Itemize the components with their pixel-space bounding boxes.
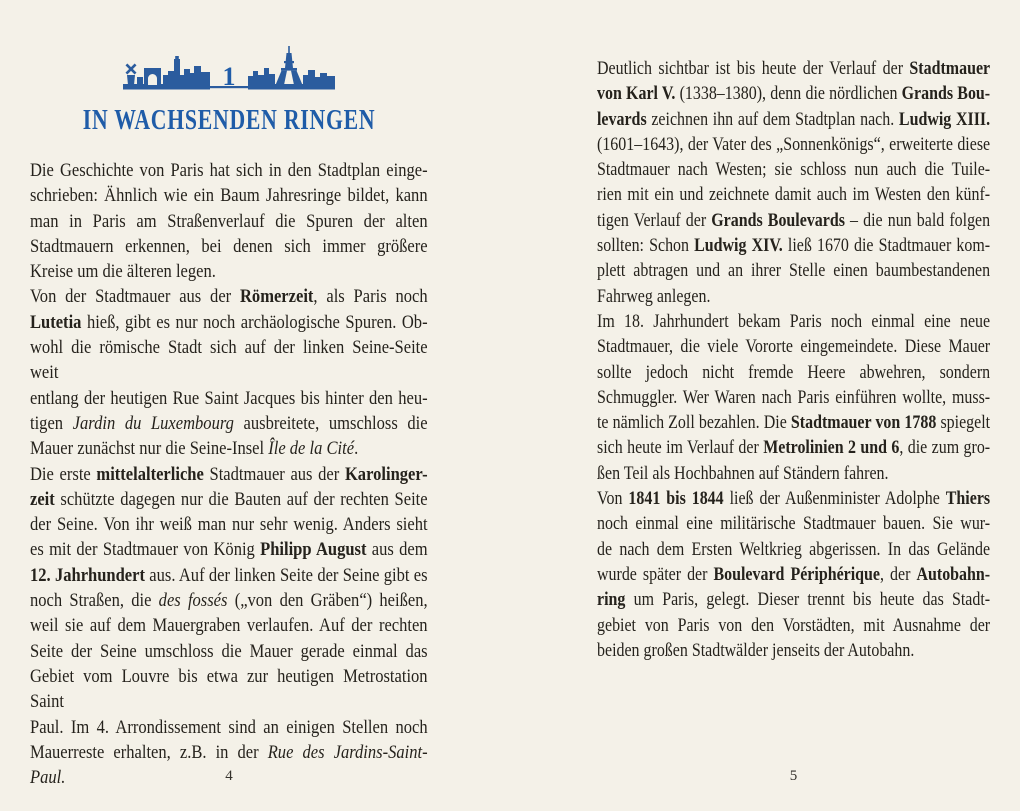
text: es mit der Stadtmauer von König xyxy=(30,539,261,561)
text-line xyxy=(30,209,428,234)
text: Seite der Seine umschloss die Mauer gerade einmal das xyxy=(30,640,428,662)
text: (1338–1380), denn die nördlichen xyxy=(675,83,902,105)
text: Die erste xyxy=(30,463,97,485)
italic-text: Paul. xyxy=(30,767,66,789)
italic-text: Jardin du Luxembourg xyxy=(72,412,234,434)
paris-skyline-icon xyxy=(123,44,335,90)
text: Gebiet vom Louvre bis etwa zur heutigen Metrostation Saint xyxy=(30,665,428,713)
bold-text: Stadtmauer von 1788 xyxy=(790,412,937,434)
text-line xyxy=(597,562,990,587)
text: sich heute im Verlauf der xyxy=(597,437,764,459)
text-line xyxy=(597,107,990,132)
text: zeichnen ihn auf dem Stadtplan nach. xyxy=(646,108,899,130)
text: gebiet von Paris von den Vorstädten, mit Ausnahme der xyxy=(597,614,991,636)
text-line xyxy=(30,411,428,436)
text: Von xyxy=(597,488,629,510)
text: plett abtragen und an ihrer Stelle einen baumbestandenen xyxy=(597,260,991,282)
text: rien mit ein und zeichnete damit auch im Westen den künf- xyxy=(597,184,991,206)
text: Stadtmauer, die viele Vororte eingemeindete. Diese Mauer xyxy=(597,336,991,358)
text-line xyxy=(597,461,990,486)
page-right-text xyxy=(597,56,990,663)
text-line xyxy=(30,310,428,335)
italic-text: des fossés xyxy=(158,590,228,612)
text: Fahrweg anlegen. xyxy=(597,285,711,307)
text-line xyxy=(597,613,990,638)
text-line xyxy=(597,81,990,106)
text-line xyxy=(30,512,428,537)
text: wohl die römische Stadt sich auf der linken Seine-Seite weit xyxy=(30,337,428,384)
text-line xyxy=(30,740,428,765)
bold-text: Stadtmauer xyxy=(909,58,991,79)
italic-text: Rue des Jardins-Saint- xyxy=(267,741,428,763)
text-line xyxy=(30,462,428,487)
text-line xyxy=(30,436,428,461)
text-line xyxy=(597,334,990,359)
text-line xyxy=(30,259,428,284)
chapter-title-wrap xyxy=(30,106,428,135)
bold-text: Lutetia xyxy=(30,311,82,333)
text: Stadtmauer aus der xyxy=(203,463,345,485)
paragraph xyxy=(597,309,990,486)
text: , als Paris noch xyxy=(313,286,428,308)
text: schützte dagegen nur die Bauten auf der rechten Seite xyxy=(54,488,428,510)
text-line xyxy=(597,233,990,258)
text-line xyxy=(597,132,990,157)
text: weil sie auf dem Mauergraben verlaufen. Auf der rechten xyxy=(30,615,428,637)
bold-text: Metrolinien 2 und 6 xyxy=(763,437,900,459)
arc-de-triomphe-icon xyxy=(144,68,161,85)
text: , die zum gro- xyxy=(899,437,991,459)
text: Mauerreste erhalten, z.B. in der xyxy=(30,741,268,763)
text-line xyxy=(597,360,990,385)
text: Im 18. Jahrhundert bekam Paris noch einmal eine neue xyxy=(597,310,991,332)
paragraph xyxy=(30,462,428,791)
text-line xyxy=(597,435,990,460)
bold-text: Ludwig XIV. xyxy=(694,235,783,257)
bold-text: Römerzeit xyxy=(239,286,314,308)
bold-text: Grands Bou- xyxy=(901,83,991,105)
text-line xyxy=(30,335,428,386)
paragraph xyxy=(597,486,990,663)
text-line xyxy=(30,487,428,512)
text: ßen Teil als Hochbahnen auf Ständern fahren. xyxy=(597,462,889,484)
bold-text: Thiers xyxy=(945,488,991,510)
text: – die nun bald folgen xyxy=(844,209,991,231)
bold-text: von Karl V. xyxy=(597,83,676,105)
text: hieß, gibt es nur noch archäologische Spuren. Ob- xyxy=(81,311,428,333)
text: ausbreitete, umschloss die xyxy=(233,412,428,434)
text: Von der Stadtmauer aus der xyxy=(30,286,240,308)
text: aus. Auf der linken Seite der Seine gibt es xyxy=(144,564,428,586)
text-line xyxy=(597,385,990,410)
text: tigen xyxy=(30,412,73,434)
bold-text: 1841 bis 1844 xyxy=(628,488,724,510)
bold-text: levards xyxy=(597,108,647,130)
text: Stadtmauer nach Westen; sie schloss nun auch die Tuile- xyxy=(597,159,991,181)
text-line xyxy=(30,234,428,259)
text: Die Geschichte von Paris hat sich in den Stadtplan einge- xyxy=(30,160,428,181)
text: aus dem xyxy=(366,539,428,561)
chapter-header xyxy=(30,42,428,158)
text: Schmuggler. Wer Waren nach Paris einführen wollte, muss- xyxy=(597,386,991,408)
bold-text: Grands Boulevards xyxy=(711,209,845,231)
bold-text: Ludwig XIII. xyxy=(898,108,991,130)
text-line xyxy=(30,284,428,309)
text-line xyxy=(30,715,428,740)
text: sollten: Schon xyxy=(597,235,695,257)
text-line xyxy=(30,613,428,638)
text: ließ 1670 die Stadtmauer kom- xyxy=(782,235,991,257)
bold-text: 12. Jahrhundert xyxy=(30,564,145,586)
text: der Seine. Von ihr weiß man nur sehr wenig. Anders sieht xyxy=(30,514,428,536)
text: Stadtmauern erkennen, bei denen sich immer größere xyxy=(30,235,428,257)
text-line xyxy=(30,563,428,588)
text: de nach dem Ersten Weltkrieg abgerissen. In das Gelände xyxy=(597,538,991,560)
bold-text: ring xyxy=(597,589,626,611)
text-line xyxy=(30,664,428,715)
text-line xyxy=(597,284,990,309)
text-line xyxy=(597,537,990,562)
page-right xyxy=(597,56,990,663)
chapter-number: 1 xyxy=(222,62,236,90)
text-line xyxy=(597,258,990,283)
text: tigen Verlauf der xyxy=(597,209,712,231)
text: Paul. Im 4. Arrondissement sind an einigen Stellen noch xyxy=(30,716,428,738)
eiffel-tower-icon xyxy=(276,46,303,85)
text-line xyxy=(30,537,428,562)
text-line xyxy=(30,386,428,411)
text: ließ der Außenminister Adolphe xyxy=(723,488,946,510)
text-line xyxy=(597,157,990,182)
italic-text: Île de la Cité xyxy=(268,438,355,460)
text: Mauer zunächst nur die Seine-Insel xyxy=(30,438,269,460)
page-number-left: 4 xyxy=(225,768,233,784)
text: („von den Gräben“) heißen, xyxy=(227,590,428,612)
text: sollte jedoch nicht fremde Heere abwehren, sondern xyxy=(597,361,991,383)
page-number-right: 5 xyxy=(789,768,798,784)
text-line xyxy=(597,410,990,435)
paragraph xyxy=(30,284,428,461)
text: um Paris, gelegt. Dieser trennt bis heute das Stadt- xyxy=(625,589,991,611)
bold-text: zeit xyxy=(30,488,55,510)
page-left xyxy=(30,42,428,790)
bold-text: Philipp August xyxy=(260,539,367,561)
text: noch Straßen, die xyxy=(30,590,159,612)
text-line xyxy=(597,638,990,663)
paragraph xyxy=(30,158,428,284)
text-line xyxy=(597,587,990,612)
text: Kreise um die älteren legen. xyxy=(30,261,216,283)
text-line xyxy=(597,486,990,511)
page-left-text xyxy=(30,158,428,790)
text: noch einmal eine militärische Stadtmauer bauen. Sie wur- xyxy=(597,513,991,535)
bold-text: Karolinger- xyxy=(344,463,428,485)
text-line xyxy=(597,309,990,334)
bold-text: Autobahn- xyxy=(916,563,991,585)
text-line xyxy=(30,639,428,664)
text: (1601–1643), der Vater des „Sonnenkönigs“, erweiterte diese xyxy=(597,133,991,155)
text: entlang der heutigen Rue Saint Jacques bis hinter den heu- xyxy=(30,387,428,409)
text-line xyxy=(597,182,990,207)
moulin-rouge-windmill-icon xyxy=(125,63,136,85)
chapter-title: IN WACHSENDEN RINGEN xyxy=(82,104,376,136)
text: man in Paris am Straßenverlauf die Spuren der alten xyxy=(30,210,428,232)
text-line xyxy=(30,588,428,613)
text: te nämlich Zoll bezahlen. Die xyxy=(597,412,791,434)
bold-text: Boulevard Périphérique xyxy=(713,563,881,585)
text-line xyxy=(30,158,428,183)
text-line xyxy=(30,183,428,208)
text: . xyxy=(354,438,359,460)
text: spiegelt xyxy=(936,412,991,434)
text-line xyxy=(597,511,990,536)
text: wurde später der xyxy=(597,563,714,585)
text: , der xyxy=(880,563,917,585)
text-line xyxy=(597,56,990,81)
text-line xyxy=(597,208,990,233)
text: beiden großen Stadtwälder jenseits der Autobahn. xyxy=(597,639,915,661)
text: schrieben: Ähnlich wie ein Baum Jahresringe bildet, kann xyxy=(30,185,428,207)
bold-text: mittelalterliche xyxy=(96,463,204,485)
text: Deutlich sichtbar ist bis heute der Verlauf der xyxy=(597,58,910,79)
paragraph xyxy=(597,56,990,309)
